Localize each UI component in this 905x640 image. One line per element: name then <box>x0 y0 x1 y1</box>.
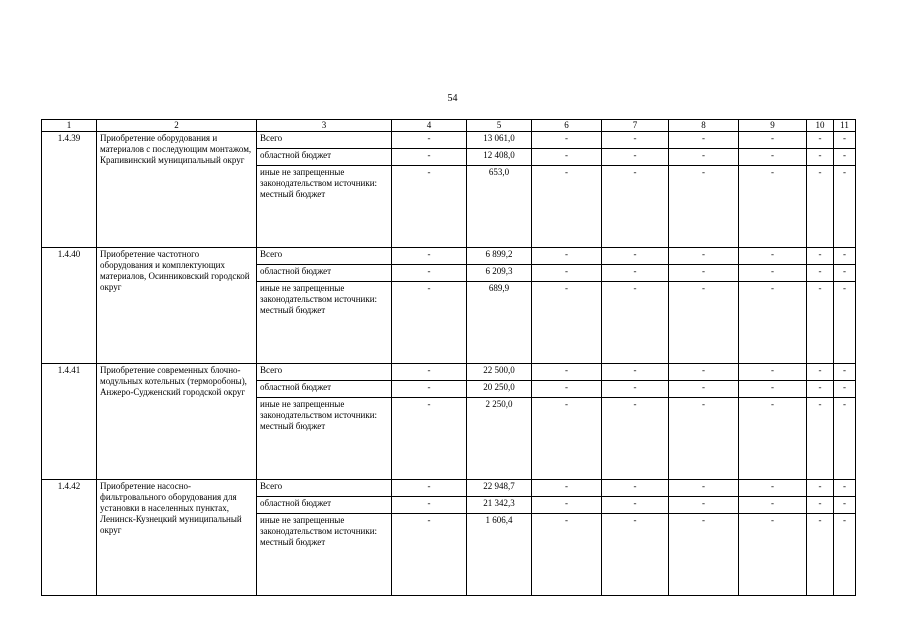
item-code: 1.4.40 <box>42 248 97 364</box>
value-cell: - <box>602 132 669 149</box>
value-cell: - <box>532 132 602 149</box>
item-code: 1.4.42 <box>42 480 97 596</box>
value-cell: 6 899,2 <box>467 248 532 265</box>
value-cell: - <box>834 398 856 480</box>
value-cell: 21 342,3 <box>467 497 532 514</box>
value-cell: - <box>807 132 834 149</box>
value-cell: 22 500,0 <box>467 364 532 381</box>
source-label-other <box>257 514 392 596</box>
value-cell: - <box>669 364 739 381</box>
value-cell: - <box>392 149 467 166</box>
value-cell: 1 606,4 <box>467 514 532 596</box>
value-cell: - <box>807 282 834 364</box>
value-cell: - <box>392 497 467 514</box>
value-cell: - <box>739 514 807 596</box>
value-cell: - <box>834 166 856 248</box>
value-cell: - <box>392 364 467 381</box>
value-cell: - <box>669 166 739 248</box>
value-cell: - <box>834 248 856 265</box>
value-cell: - <box>532 381 602 398</box>
value-cell: - <box>669 132 739 149</box>
value-cell: - <box>739 166 807 248</box>
value-cell: - <box>834 132 856 149</box>
value-cell: - <box>602 166 669 248</box>
column-header: 9 <box>739 120 807 132</box>
value-cell: - <box>807 497 834 514</box>
value-cell: - <box>669 514 739 596</box>
value-cell: - <box>602 381 669 398</box>
value-cell: - <box>392 265 467 282</box>
value-cell: - <box>392 398 467 480</box>
value-cell: - <box>739 248 807 265</box>
value-cell: - <box>739 497 807 514</box>
value-cell: - <box>602 514 669 596</box>
value-cell: - <box>739 282 807 364</box>
value-cell: - <box>807 166 834 248</box>
value-cell: - <box>739 132 807 149</box>
value-cell: - <box>392 480 467 497</box>
value-cell: - <box>807 364 834 381</box>
value-cell: - <box>392 248 467 265</box>
value-cell: - <box>532 514 602 596</box>
source-label-other <box>257 398 392 480</box>
source-label-total: Всего <box>257 364 392 381</box>
value-cell: 22 948,7 <box>467 480 532 497</box>
value-cell: - <box>392 132 467 149</box>
value-cell: - <box>602 282 669 364</box>
local-budget-label: местный бюджет <box>260 537 326 547</box>
column-header: 3 <box>257 120 392 132</box>
item-name: Приобретение оборудования и материалов с последующим монтажом, Крапивинский муниципальный округ <box>97 132 257 248</box>
value-cell: 653,0 <box>467 166 532 248</box>
source-label-other <box>257 166 392 248</box>
value-cell: - <box>532 265 602 282</box>
value-cell: - <box>532 398 602 480</box>
value-cell: - <box>834 514 856 596</box>
value-cell: - <box>602 398 669 480</box>
other-sources-label: иные не запрещенные законодательством источники: <box>260 283 378 304</box>
value-cell: 2 250,0 <box>467 398 532 480</box>
local-budget-label: местный бюджет <box>260 305 326 315</box>
value-cell: - <box>834 149 856 166</box>
column-header: 10 <box>807 120 834 132</box>
value-cell: - <box>602 265 669 282</box>
value-cell: - <box>739 364 807 381</box>
column-header: 1 <box>42 120 97 132</box>
value-cell: - <box>807 265 834 282</box>
value-cell: - <box>834 282 856 364</box>
value-cell: - <box>739 480 807 497</box>
value-cell: - <box>532 282 602 364</box>
other-sources-label: иные не запрещенные законодательством источники: <box>260 515 378 536</box>
value-cell: - <box>807 381 834 398</box>
value-cell: - <box>669 480 739 497</box>
value-cell: - <box>834 381 856 398</box>
value-cell: - <box>392 166 467 248</box>
value-cell: - <box>602 497 669 514</box>
value-cell: - <box>532 497 602 514</box>
source-label-regional: областной бюджет <box>257 149 392 166</box>
table-row <box>42 364 856 381</box>
local-budget-label: местный бюджет <box>260 421 326 431</box>
item-code: 1.4.39 <box>42 132 97 248</box>
value-cell: - <box>532 149 602 166</box>
value-cell: - <box>834 480 856 497</box>
item-name: Приобретение современных блочно-модульных котельных (терморобоны), Анжеро-Судженский городской округ <box>97 364 257 480</box>
column-header: 6 <box>532 120 602 132</box>
value-cell: - <box>807 149 834 166</box>
value-cell: - <box>807 514 834 596</box>
value-cell: - <box>532 248 602 265</box>
source-label-regional: областной бюджет <box>257 265 392 282</box>
value-cell: - <box>739 265 807 282</box>
other-sources-label: иные не запрещенные законодательством источники: <box>260 399 378 420</box>
column-header: 5 <box>467 120 532 132</box>
value-cell: - <box>392 514 467 596</box>
value-cell: - <box>834 265 856 282</box>
value-cell: - <box>807 480 834 497</box>
value-cell: - <box>669 497 739 514</box>
source-label-regional: областной бюджет <box>257 497 392 514</box>
table-row <box>42 480 856 497</box>
item-name: Приобретение насосно-фильтровального оборудования для установки в населенных пунктах, Ленинск-Кузнецкий муниципальный округ <box>97 480 257 596</box>
local-budget-label: местный бюджет <box>260 189 326 199</box>
column-header: 8 <box>669 120 739 132</box>
source-label-total: Всего <box>257 132 392 149</box>
value-cell: 689,9 <box>467 282 532 364</box>
value-cell: - <box>834 497 856 514</box>
table-row <box>42 132 856 149</box>
value-cell: - <box>602 248 669 265</box>
value-cell: - <box>669 381 739 398</box>
value-cell: - <box>392 381 467 398</box>
value-cell: - <box>602 364 669 381</box>
table-row <box>42 248 856 265</box>
value-cell: - <box>392 282 467 364</box>
value-cell: - <box>669 248 739 265</box>
budget-table <box>41 119 856 596</box>
value-cell: 20 250,0 <box>467 381 532 398</box>
value-cell: - <box>602 149 669 166</box>
value-cell: - <box>669 398 739 480</box>
item-code: 1.4.41 <box>42 364 97 480</box>
value-cell: - <box>602 480 669 497</box>
source-label-other <box>257 282 392 364</box>
source-label-total: Всего <box>257 248 392 265</box>
value-cell: - <box>669 265 739 282</box>
item-name: Приобретение частотного оборудования и комплектующих материалов, Осинниковский городской округ <box>97 248 257 364</box>
page-number: 54 <box>447 93 458 104</box>
column-header: 2 <box>97 120 257 132</box>
value-cell: - <box>807 398 834 480</box>
value-cell: - <box>807 248 834 265</box>
value-cell: - <box>739 398 807 480</box>
value-cell: - <box>532 166 602 248</box>
other-sources-label: иные не запрещенные законодательством источники: <box>260 167 378 188</box>
value-cell: - <box>669 149 739 166</box>
value-cell: - <box>669 282 739 364</box>
column-header: 11 <box>834 120 856 132</box>
source-label-total: Всего <box>257 480 392 497</box>
source-label-regional: областной бюджет <box>257 381 392 398</box>
column-header: 4 <box>392 120 467 132</box>
value-cell: - <box>834 364 856 381</box>
column-header: 7 <box>602 120 669 132</box>
value-cell: - <box>739 381 807 398</box>
value-cell: 13 061,0 <box>467 132 532 149</box>
value-cell: - <box>739 149 807 166</box>
value-cell: - <box>532 364 602 381</box>
value-cell: - <box>532 480 602 497</box>
value-cell: 6 209,3 <box>467 265 532 282</box>
column-header-row <box>42 120 856 132</box>
value-cell: 12 408,0 <box>467 149 532 166</box>
